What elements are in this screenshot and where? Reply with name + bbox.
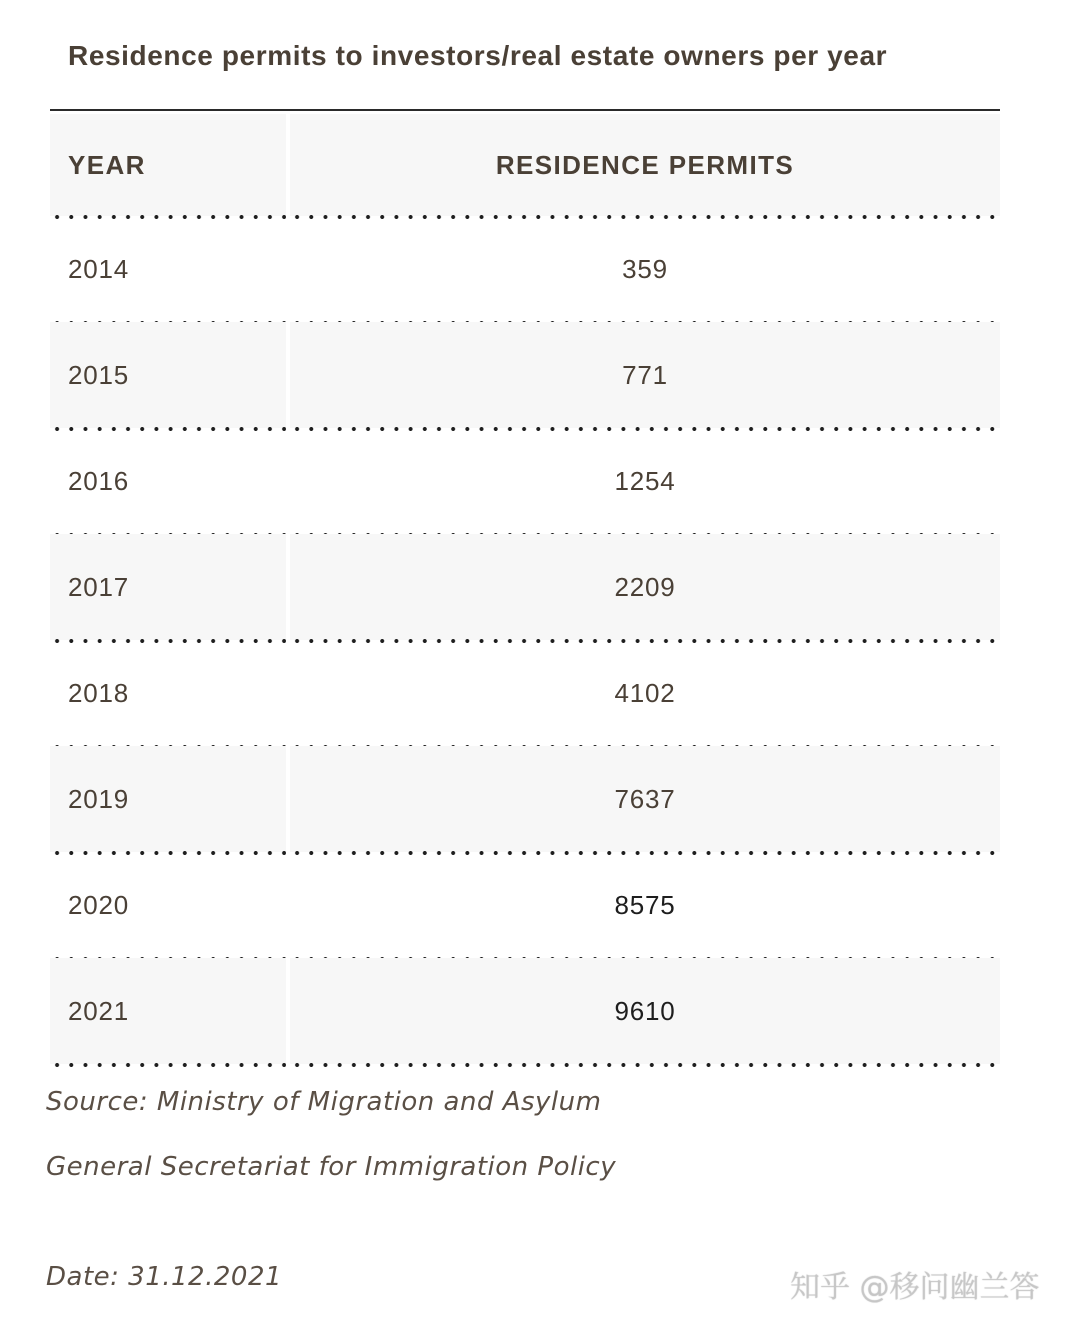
table-row	[50, 958, 1000, 1064]
header-residence-permits: RESIDENCE PERMITS	[290, 114, 1000, 216]
permits-table	[50, 114, 1000, 1064]
table-row	[50, 852, 1000, 958]
permits-cell: 2209	[290, 534, 1000, 640]
permits-cell: 8575	[290, 852, 1000, 958]
year-cell: 2019	[50, 746, 286, 852]
permits-cell: 4102	[290, 640, 1000, 746]
permits-cell: 771	[290, 322, 1000, 428]
table-title: Residence permits to investors/real estate owners per year	[68, 40, 888, 71]
table-row	[50, 216, 1000, 322]
year-cell: 2014	[50, 216, 286, 322]
year-cell: 2016	[50, 428, 286, 534]
top-rule	[50, 109, 1000, 111]
year-cell: 2018	[50, 640, 286, 746]
permits-cell: 7637	[290, 746, 1000, 852]
permits-cell: 9610	[290, 958, 1000, 1064]
table-row	[50, 640, 1000, 746]
table-row	[50, 428, 1000, 534]
source-note: Source: Ministry of Migration and Asylum	[46, 1087, 602, 1117]
secretariat-note: General Secretariat for Immigration Policy	[46, 1152, 617, 1182]
permits-cell: 1254	[290, 428, 1000, 534]
year-cell: 2017	[50, 534, 286, 640]
table-row	[50, 746, 1000, 852]
watermark: 知乎 @移问幽兰答	[790, 1270, 1040, 1305]
table-row	[50, 322, 1000, 428]
year-cell: 2021	[50, 958, 286, 1064]
year-cell: 2020	[50, 852, 286, 958]
permits-cell: 359	[290, 216, 1000, 322]
year-cell: 2015	[50, 322, 286, 428]
table-header-row	[50, 114, 1000, 216]
table-row	[50, 534, 1000, 640]
date-note: Date: 31.12.2021	[46, 1262, 283, 1292]
header-year: YEAR	[50, 114, 286, 216]
